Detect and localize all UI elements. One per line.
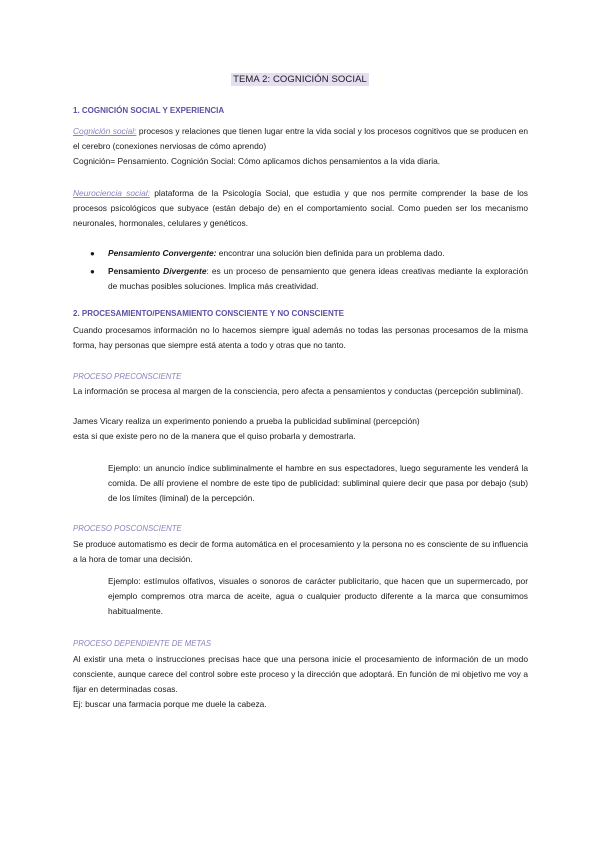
bullet-term: Pensamiento	[108, 266, 161, 276]
thinking-types-list	[88, 246, 528, 297]
bullet-icon: ●	[90, 267, 95, 276]
list-item	[88, 246, 528, 261]
neurociencia-social-text: plataforma de la Psicología Social, que estudia y que nos permite comprender la base de los procesos psicológicos que subyace (están debajo de) en el comportamiento social. Como pueden ser los mecanismo neuronales, hormonales, celulares y genéticos.	[73, 188, 528, 228]
metas-heading: PROCESO DEPENDIENTE DE METAS	[73, 639, 212, 648]
document-title-text: TEMA 2: COGNICIÓN SOCIAL	[233, 74, 367, 85]
section2-heading: 2. PROCESAMIENTO/PENSAMIENTO CONSCIENTE Y NO CONSCIENTE	[73, 309, 345, 318]
preconsciente-p2: James Vicary realiza un experimento poniendo a prueba la publicidad subliminal (percepción)	[73, 416, 420, 426]
neurociencia-social-term: Neurociencia social:	[73, 188, 150, 198]
cognicion-pensamiento-line: Cognición= Pensamiento. Cognición Social: Cómo aplicamos dichos pensamientos a la vida diaria.	[73, 156, 441, 166]
posconsciente-p1: Se produce automatismo es decir de forma automática en el procesamiento y la persona no es consciente de su influencia a la hora de tomar una decisión.	[73, 539, 528, 564]
cognicion-social-definition	[73, 124, 528, 154]
preconsciente-heading: PROCESO PRECONSCIENTE	[73, 372, 182, 381]
preconsciente-p1: La información se procesa al margen de la consciencia, pero afecta a pensamientos y conductas (percepción subliminal).	[73, 386, 524, 396]
bullet-term-italic: Divergente	[160, 266, 207, 276]
cognicion-social-text: procesos y relaciones que tienen lugar entre la vida social y los procesos cognitivos que se producen en el cerebro (conexiones nerviosas de cómo aprendo)	[73, 126, 529, 151]
section2-intro: Cuando procesamos información no lo hacemos siempre igual además no todas las personas procesamos de la misma forma, hay personas que siempre está atenta a todo y otras que no tanto.	[73, 325, 528, 350]
posconsciente-heading: PROCESO POSCONSCIENTE	[73, 524, 182, 533]
bullet-text: : es un proceso de pensamiento que genera ideas creativas mediante la exploración de muchas posibles soluciones. Implica más creatividad.	[108, 266, 528, 291]
section1-heading: 1. COGNICIÓN SOCIAL Y EXPERIENCIA	[73, 106, 225, 115]
list-item	[88, 264, 528, 294]
bullet-icon: ●	[90, 249, 95, 258]
metas-p1: Al existir una meta o instrucciones precisas hace que una persona inicie el procesamiento de información de un modo consciente, aunque carece del control sobre este proceso y la dirección que adoptará. En función de mi objetivo me voy a fijar en determinadas cosas.	[73, 654, 528, 694]
metas-p2: Ej: buscar una farmacia porque me duele la cabeza.	[73, 699, 267, 709]
preconsciente-p3: esta si que existe pero no de la manera que el quiso probarla y demostrarla.	[73, 431, 356, 441]
cognicion-social-term: Cognición social:	[73, 126, 137, 136]
bullet-term-colon: :	[213, 248, 217, 258]
neurociencia-social-definition	[73, 186, 528, 231]
preconsciente-example: Ejemplo: un anuncio índice subliminalmente el hambre en sus espectadores, luego seguramente les venderá la comida. De allí proviene el nombre de este tipo de publicidad: subliminal quiere decir que pasa por debajo (sub) de los límites (liminal) de la percepción.	[108, 463, 528, 503]
posconsciente-example: Ejemplo: estímulos olfativos, visuales o sonoros de carácter publicitario, que hacen que un supermercado, por ejemplo compremos otra marca de aceite, agua o cualquier producto diferente a la marca que consumimos habitualmente.	[108, 576, 528, 616]
document-title	[0, 74, 600, 85]
bullet-term: Pensamiento Convergente	[108, 248, 214, 258]
bullet-text: encontrar una solución bien definida para un problema dado.	[216, 248, 445, 258]
